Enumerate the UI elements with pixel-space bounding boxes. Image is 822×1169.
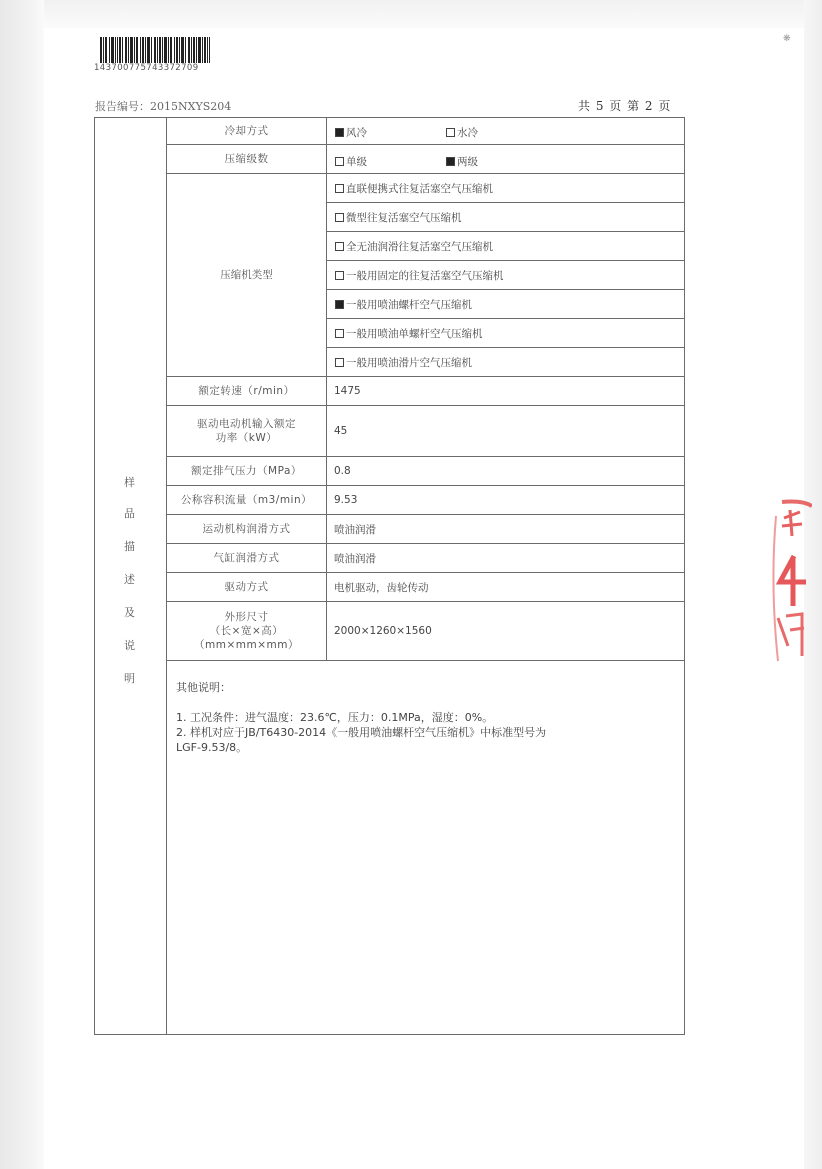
spec-row [167,406,685,457]
report-number: 报告编号：2015NXYS204 [95,100,232,113]
checkbox-icon [446,157,455,166]
cooling-label: 冷却方式 [167,117,327,144]
spec-row [167,573,685,602]
compressor-type-text: 全无油润滑往复活塞空气压缩机 [346,240,493,253]
compressor-type-text: 一般用喷油螺杆空气压缩机 [346,298,472,311]
red-seal-stamp [772,496,812,668]
barcode-number: 143700775743372709 [94,63,199,73]
compressor-type-option [327,261,685,290]
spec-row [167,377,685,406]
compressor-type-text: 一般用喷油滑片空气压缩机 [346,356,472,369]
checkbox-icon [335,358,344,367]
compressor-type-text: 一般用喷油单螺杆空气压缩机 [346,327,483,340]
compressor-type-option [327,290,685,319]
compressor-type-text: 微型往复活塞空气压缩机 [346,211,462,224]
compressor-type-option [327,232,685,261]
side-label-char: 描 [124,540,135,553]
checkbox-icon [335,157,344,166]
spec-label: 气缸润滑方式 [167,544,327,572]
checkbox-icon [335,242,344,251]
spec-value: 2000×1260×1560 [334,625,432,637]
checkbox-icon [335,271,344,280]
stages-label: 压缩级数 [167,145,327,173]
compressor-type-option [327,203,685,232]
spec-label: 外形尺寸 （长×宽×高） （mm×mm×mm） [167,602,327,660]
checkbox-icon [335,300,344,309]
spec-label: 运动机构润滑方式 [167,515,327,543]
side-label-char: 品 [124,507,135,520]
stages-option-two: 两级 [446,154,478,169]
spec-row [167,544,685,573]
side-label-char: 说 [124,639,135,652]
checkbox-icon [335,128,344,137]
spec-value: 1475 [334,385,361,397]
cooling-option-water: 水冷 [446,125,478,140]
scan-edge-left [0,0,44,1169]
note-line: 2. 样机对应于JB/T6430-2014《一般用喷油螺杆空气压缩机》中标准型号为 [176,726,547,739]
spec-label: 额定排气压力（MPa） [167,457,327,485]
row-cooling [167,117,685,145]
spec-row [167,515,685,544]
note-line: 1. 工况条件：进气温度：23.6℃，压力：0.1MPa，湿度：0%。 [176,711,494,724]
barcode-image [100,37,210,63]
spec-value: 45 [334,425,348,437]
stages-option-single: 单级 [335,154,367,169]
spec-label: 额定转速（r/min） [167,377,327,405]
scan-edge-top [0,0,822,28]
compressor-type-text: 一般用固定的往复活塞空气压缩机 [346,269,504,282]
checkbox-icon [335,329,344,338]
compressor-type-option [327,319,685,348]
checkbox-icon [446,128,455,137]
spec-label: 公称容积流量（m3/min） [167,486,327,514]
compressor-type-label: 压缩机类型 [167,173,327,377]
spec-value: 喷油润滑 [334,552,376,565]
compressor-type-option [327,174,685,203]
checkbox-icon [335,184,344,193]
side-label-char: 及 [124,606,135,619]
page-count: 共 5 页 第 2 页 [578,99,671,113]
spec-value: 电机驱动，齿轮传动 [334,581,429,594]
spec-value: 0.8 [334,465,351,477]
spec-row [167,457,685,486]
spec-row [167,486,685,515]
spec-value: 喷油润滑 [334,523,376,536]
compressor-type-option [327,348,685,377]
side-label-char: 样 [124,476,135,489]
spec-row [167,602,685,661]
cooling-option-air: 风冷 [335,125,367,140]
spec-value: 9.53 [334,494,358,506]
spec-label: 驱动电动机输入额定 功率（kW） [167,406,327,456]
notes-title: 其他说明： [176,681,231,694]
row-stages [167,145,685,174]
spec-label: 驱动方式 [167,573,327,601]
side-label-char: 述 [124,573,135,586]
checkbox-icon [335,213,344,222]
compressor-type-text: 直联便携式往复活塞空气压缩机 [346,182,493,195]
scan-speck: ❋ [783,34,791,44]
side-label-char: 明 [124,672,135,685]
note-line: LGF-9.53/8。 [176,741,248,754]
